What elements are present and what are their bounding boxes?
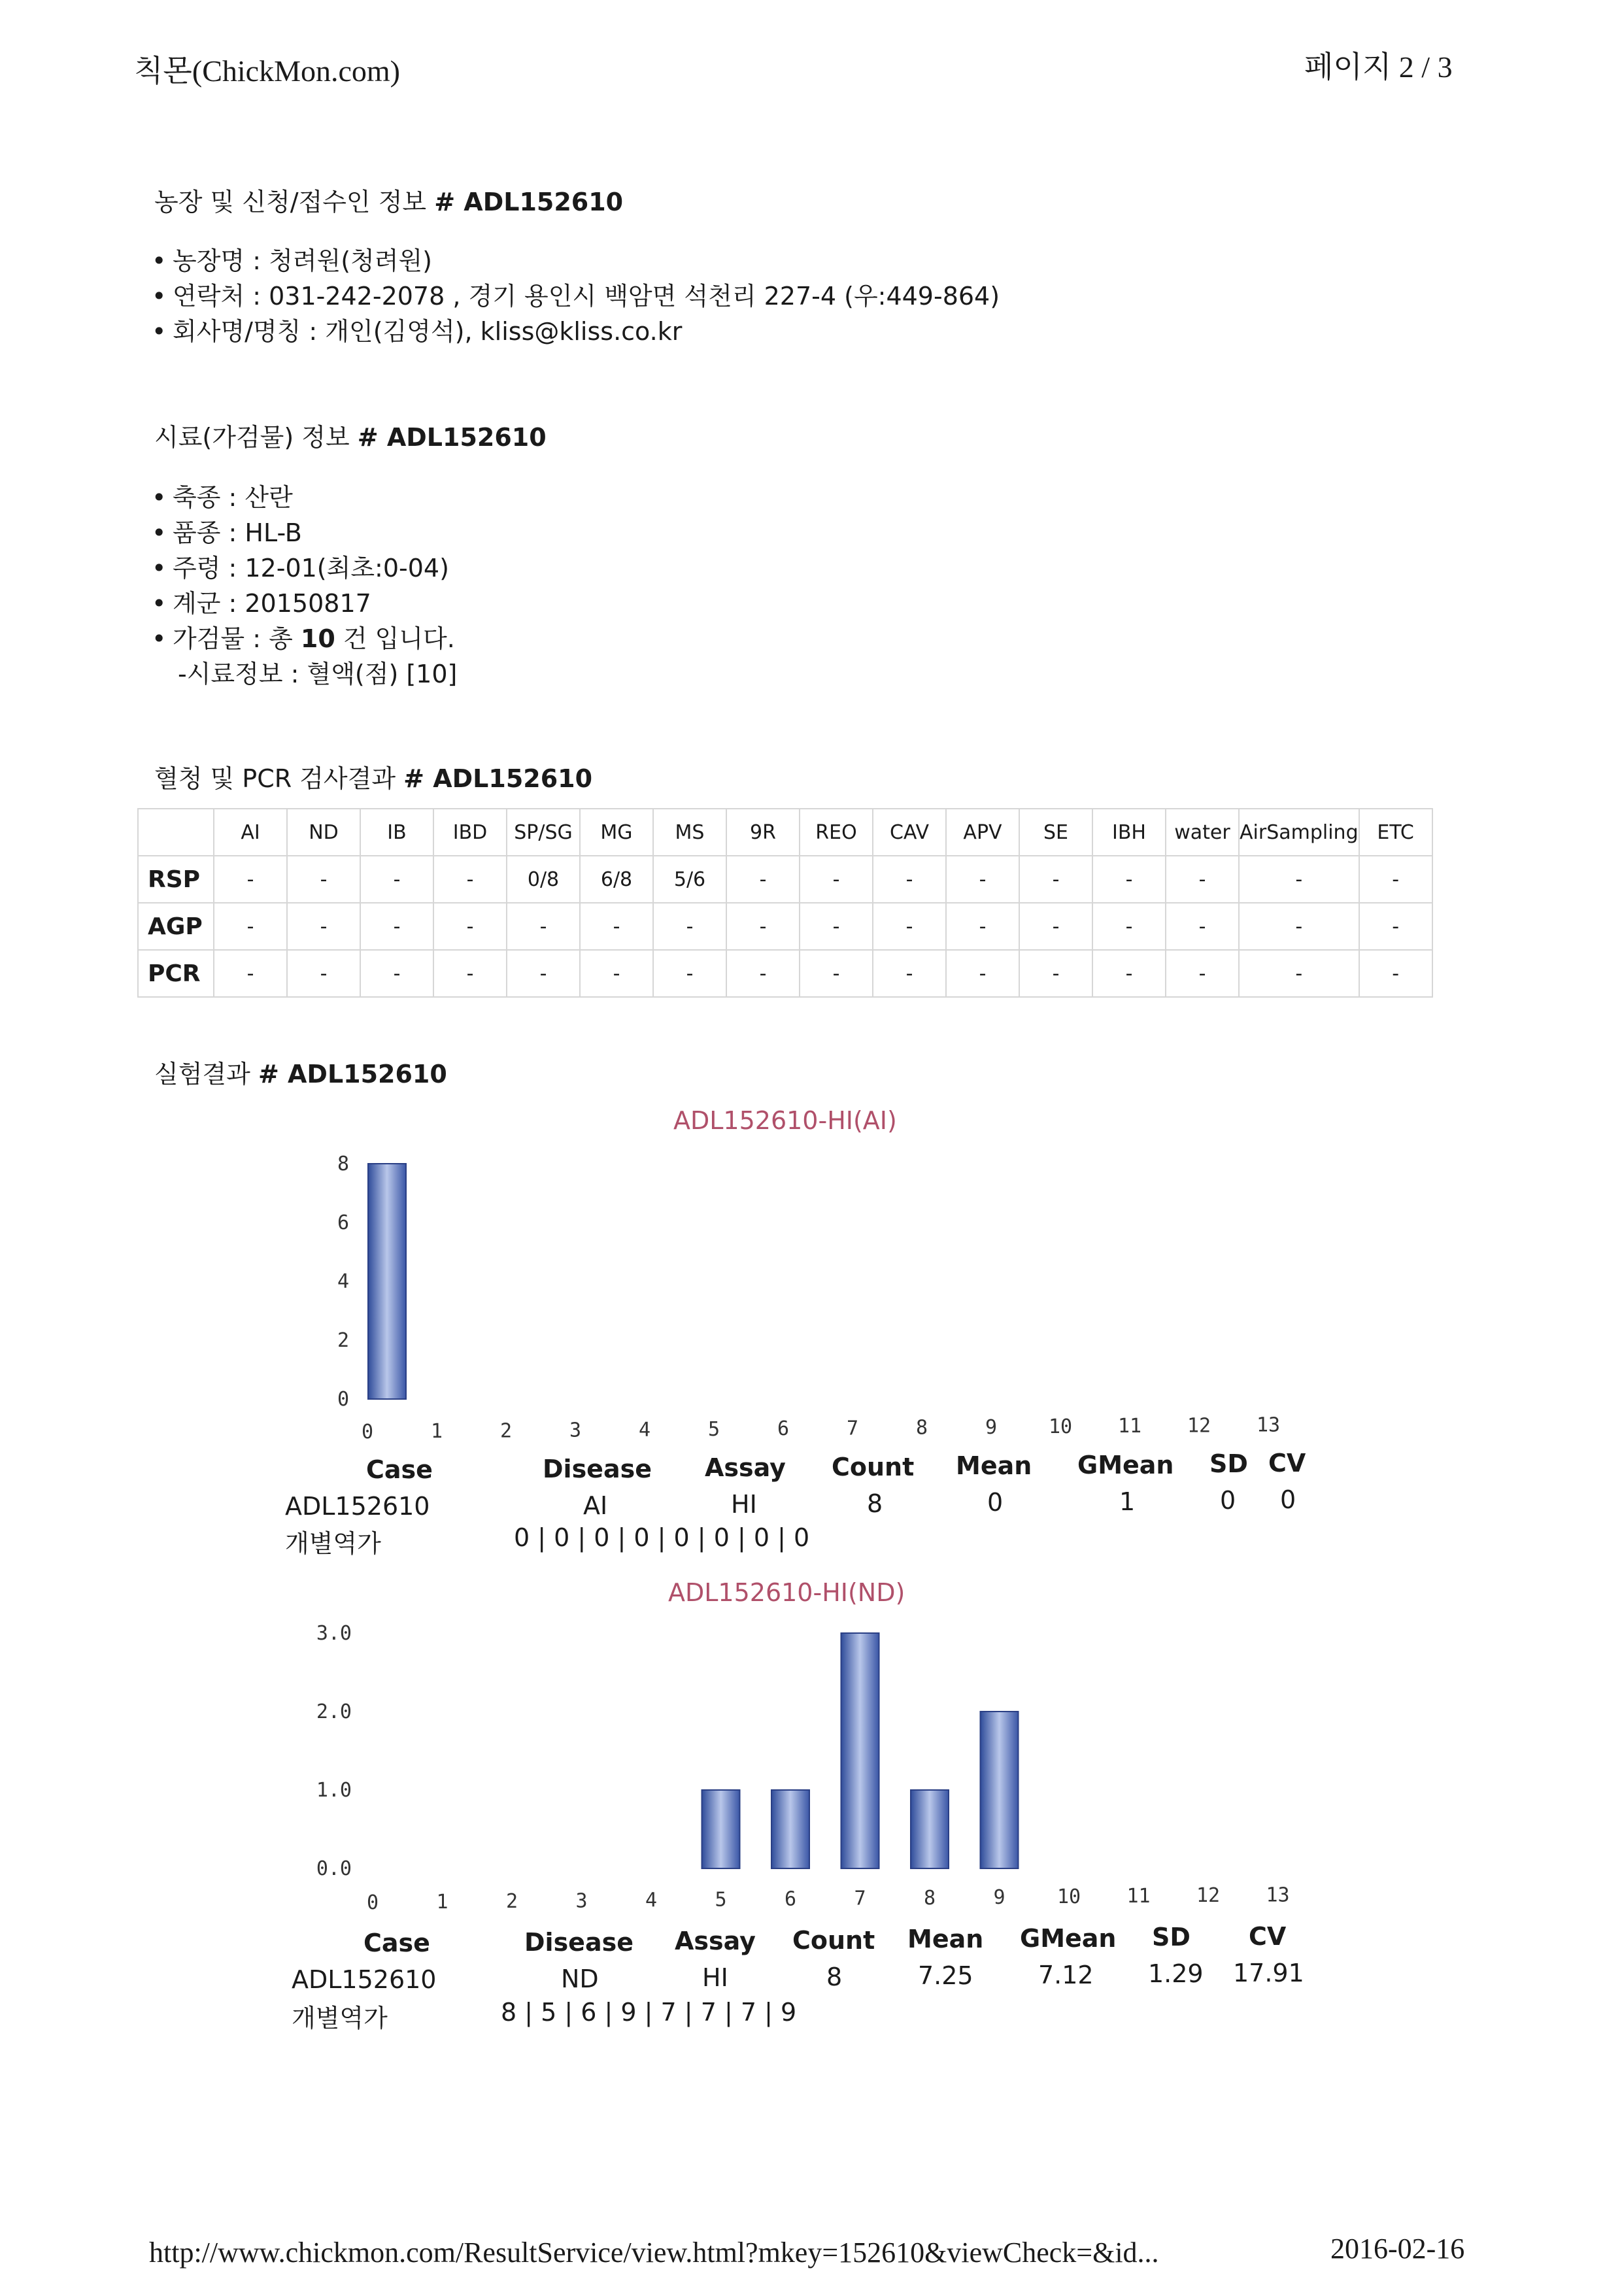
table-cell: - xyxy=(653,903,726,950)
column-header: water xyxy=(1166,809,1239,856)
individual-titer-values: 0 | 0 | 0 | 0 | 0 | 0 | 0 | 0 xyxy=(514,1523,810,1552)
table-cell: - xyxy=(433,856,507,903)
x-tick-label: 5 xyxy=(715,1888,727,1912)
stat-header: Disease xyxy=(524,1927,634,1957)
stat-value: AI xyxy=(583,1491,608,1520)
table-row-pcr xyxy=(138,950,1432,997)
y-tick-label: 4 xyxy=(337,1270,349,1293)
results-section-title xyxy=(154,1054,447,1090)
stat-header: Mean xyxy=(956,1451,1032,1480)
x-tick-label: 10 xyxy=(1056,1885,1081,1908)
species-item: • 축종 : 산란 xyxy=(152,480,457,515)
table-cell: - xyxy=(1239,903,1359,950)
x-tick-label: 12 xyxy=(1196,1884,1221,1908)
x-tick-label: 4 xyxy=(645,1889,658,1912)
table-cell: - xyxy=(946,950,1019,997)
age-item: • 주령 : 12-01(최초:0-04) xyxy=(152,550,457,586)
sample-count-item xyxy=(152,621,457,656)
x-tick-label: 3 xyxy=(575,1889,588,1913)
stat-header: Case xyxy=(363,1929,430,1957)
x-tick-label: 7 xyxy=(854,1887,866,1910)
table-cell: - xyxy=(433,903,507,950)
sample-info-list xyxy=(152,480,457,692)
table-cell: - xyxy=(873,950,946,997)
y-tick-label: 0 xyxy=(337,1388,349,1411)
bar xyxy=(841,1633,879,1868)
stat-value: 0 xyxy=(987,1488,1004,1517)
table-corner xyxy=(138,809,214,856)
sample-title-text: 시료(가검물) 정보 xyxy=(154,423,350,452)
table-cell: 0/8 xyxy=(507,856,580,903)
sample-detail-item: -시료정보 : 혈액(점) [10] xyxy=(178,660,458,688)
stat-header: GMean xyxy=(1077,1450,1174,1479)
stat-header: CV xyxy=(1268,1448,1306,1477)
stat-header: CV xyxy=(1249,1921,1287,1951)
table-cell: 5/6 xyxy=(653,856,726,903)
table-cell: 6/8 xyxy=(580,856,653,903)
stat-header: Assay xyxy=(675,1927,756,1955)
x-tick-label: 12 xyxy=(1187,1414,1211,1438)
stat-value: 7.12 xyxy=(1038,1960,1094,1989)
chart-ai-plot xyxy=(288,1124,1347,1458)
x-tick-label: 8 xyxy=(915,1416,928,1440)
table-cell: - xyxy=(1092,903,1166,950)
column-header: AirSampling xyxy=(1239,809,1359,856)
table-cell: - xyxy=(1166,856,1239,903)
sample-section-title xyxy=(154,417,547,453)
stat-header: Count xyxy=(832,1452,915,1481)
table-cell: - xyxy=(1359,903,1432,950)
table-cell: - xyxy=(214,950,287,997)
stat-value: 7.25 xyxy=(918,1961,973,1990)
table-cell: - xyxy=(1166,950,1239,997)
stat-value: 1.29 xyxy=(1148,1959,1204,1988)
table-cell: - xyxy=(726,950,800,997)
x-tick-label: 13 xyxy=(1256,1413,1281,1437)
x-tick-label: 3 xyxy=(569,1419,582,1442)
site-title: 칙몬(ChickMon.com) xyxy=(134,54,400,88)
row-label: PCR xyxy=(138,950,214,997)
column-header: SE xyxy=(1019,809,1092,856)
stat-header: Count xyxy=(792,1925,875,1955)
column-header: IBH xyxy=(1092,809,1166,856)
column-header: CAV xyxy=(873,809,946,856)
table-cell: - xyxy=(1019,950,1092,997)
table-cell: - xyxy=(287,950,360,997)
serology-section-title xyxy=(154,758,592,794)
column-header: AI xyxy=(214,809,287,856)
stat-value: 8 xyxy=(867,1489,883,1518)
y-tick-label: 3.0 xyxy=(316,1622,352,1645)
x-tick-label: 10 xyxy=(1048,1415,1073,1438)
table-cell: - xyxy=(1019,856,1092,903)
farm-name-item: • 농장명 : 청려원(청려원) xyxy=(152,243,1000,279)
table-cell: - xyxy=(214,856,287,903)
serology-result-table xyxy=(137,808,1433,998)
individual-titer-label: 개별역가 xyxy=(285,1529,381,1558)
x-tick-label: 9 xyxy=(993,1885,1005,1909)
stat-value: 8 xyxy=(826,1962,843,1991)
column-header: MG xyxy=(580,809,653,856)
table-body xyxy=(138,856,1432,997)
stat-header: Case xyxy=(366,1455,433,1484)
farm-company-item: • 회사명/명칭 : 개인(김영석), kliss@kliss.co.kr xyxy=(152,314,1000,349)
chart-nd-title: ADL152610-HI(ND) xyxy=(668,1578,905,1607)
chart-ai-title: ADL152610-HI(AI) xyxy=(673,1106,897,1135)
table-cell: - xyxy=(800,903,873,950)
table-cell: - xyxy=(800,856,873,903)
table-cell: - xyxy=(433,950,507,997)
stat-value: 0 xyxy=(1220,1486,1236,1515)
x-tick-label: 11 xyxy=(1117,1415,1142,1438)
table-cell: - xyxy=(580,950,653,997)
table-cell: - xyxy=(287,856,360,903)
table-row-agp xyxy=(138,903,1432,950)
table-cell: - xyxy=(1359,950,1432,997)
farm-info-list xyxy=(152,243,1000,349)
breed-item: • 품종 : HL-B xyxy=(152,515,457,550)
table-cell: - xyxy=(1239,950,1359,997)
x-tick-label: 6 xyxy=(777,1417,790,1441)
column-header: IBD xyxy=(433,809,507,856)
column-header: REO xyxy=(800,809,873,856)
table-cell: - xyxy=(1359,856,1432,903)
table-cell: - xyxy=(873,856,946,903)
x-tick-label: 2 xyxy=(505,1890,518,1914)
stat-value: ADL152610 xyxy=(285,1492,430,1521)
y-tick-label: 2.0 xyxy=(316,1700,352,1723)
table-cell: - xyxy=(726,903,800,950)
stat-header: Assay xyxy=(705,1453,786,1482)
farm-contact-item: • 연락처 : 031-242-2078 , 경기 용인시 백암면 석천리 227-4 (우:449-864) xyxy=(152,279,1000,314)
individual-titer-values: 8 | 5 | 6 | 9 | 7 | 7 | 7 | 9 xyxy=(501,1998,797,2027)
table-cell: - xyxy=(1092,856,1166,903)
x-tick-label: 4 xyxy=(638,1418,651,1442)
x-tick-label: 11 xyxy=(1126,1885,1151,1908)
farm-section-title xyxy=(154,182,623,218)
chart-nd-plot xyxy=(288,1595,1347,1922)
column-header: SP/SG xyxy=(507,809,580,856)
table-cell: - xyxy=(1166,903,1239,950)
x-tick-label: 13 xyxy=(1266,1883,1290,1907)
table-cell: - xyxy=(726,856,800,903)
table-cell: - xyxy=(946,856,1019,903)
table-cell: - xyxy=(1019,903,1092,950)
x-tick-label: 2 xyxy=(499,1419,513,1443)
bar xyxy=(911,1790,949,1868)
individual-titer-label: 개별역가 xyxy=(292,2004,388,2033)
stat-value: 17.91 xyxy=(1233,1958,1304,1987)
sample-count-prefix: 가검물 : 총 xyxy=(173,624,301,653)
table-cell: - xyxy=(800,950,873,997)
column-header: 9R xyxy=(726,809,800,856)
stat-value: 1 xyxy=(1119,1487,1136,1516)
bar xyxy=(981,1712,1019,1868)
stat-value: ADL152610 xyxy=(292,1965,437,1994)
column-header: MS xyxy=(653,809,726,856)
y-tick-label: 8 xyxy=(337,1153,349,1175)
table-cell: - xyxy=(287,903,360,950)
column-header: ND xyxy=(287,809,360,856)
stat-header: Mean xyxy=(907,1925,984,1953)
table-cell: - xyxy=(360,856,433,903)
footer-date: 2016-02-16 xyxy=(1330,2233,1465,2265)
bar xyxy=(368,1164,406,1399)
table-cell: - xyxy=(653,950,726,997)
column-header: ETC xyxy=(1359,809,1432,856)
x-tick-label: 6 xyxy=(784,1887,797,1911)
x-tick-label: 8 xyxy=(923,1886,936,1910)
table-cell: - xyxy=(1092,950,1166,997)
x-tick-label: 7 xyxy=(846,1417,859,1440)
table-cell: - xyxy=(360,950,433,997)
x-tick-label: 5 xyxy=(707,1418,720,1441)
serology-title-text: 혈청 및 PCR 검사결과 xyxy=(154,764,396,793)
farm-title-id: # ADL152610 xyxy=(434,188,624,216)
results-title-text: 실험결과 xyxy=(154,1060,250,1089)
table-cell: - xyxy=(873,903,946,950)
table-cell: - xyxy=(360,903,433,950)
column-header: APV xyxy=(946,809,1019,856)
stat-value: HI xyxy=(731,1490,757,1519)
stat-value: 0 xyxy=(1280,1485,1296,1514)
table-cell: - xyxy=(507,903,580,950)
sample-count-value: 10 xyxy=(300,624,335,653)
sample-count-suffix: 건 입니다. xyxy=(335,624,455,653)
row-label: RSP xyxy=(138,856,214,903)
y-tick-label: 1.0 xyxy=(316,1779,352,1802)
stat-header: Disease xyxy=(543,1454,652,1483)
table-cell: - xyxy=(946,903,1019,950)
sample-title-id: # ADL152610 xyxy=(357,423,547,452)
stat-value: ND xyxy=(561,1964,599,1993)
row-label: AGP xyxy=(138,903,214,950)
footer-url: http://www.chickmon.com/ResultService/view.html?mkey=152610&viewCheck=&id... xyxy=(149,2237,1159,2269)
bar xyxy=(702,1790,740,1868)
farm-title-text: 농장 및 신청/접수인 정보 xyxy=(154,188,427,216)
stat-header: SD xyxy=(1152,1923,1191,1951)
column-header: IB xyxy=(360,809,433,856)
y-tick-label: 0.0 xyxy=(316,1857,352,1880)
stat-header: GMean xyxy=(1020,1923,1117,1953)
x-tick-label: 1 xyxy=(436,1891,448,1914)
serology-title-id: # ADL152610 xyxy=(403,764,593,793)
bar xyxy=(771,1790,809,1868)
x-tick-label: 0 xyxy=(361,1421,374,1443)
table-cell: - xyxy=(507,950,580,997)
table-header-row xyxy=(138,809,1432,856)
y-tick-label: 2 xyxy=(337,1329,349,1352)
flock-item: • 계군 : 20150817 xyxy=(152,586,457,621)
table-row-rsp xyxy=(138,856,1432,903)
stat-value: HI xyxy=(702,1963,728,1992)
x-tick-label: 9 xyxy=(985,1415,998,1439)
stat-header: SD xyxy=(1209,1449,1248,1478)
page-indicator: 페이지 2 / 3 xyxy=(1304,50,1453,84)
y-tick-label: 6 xyxy=(337,1211,349,1234)
table-cell: - xyxy=(580,903,653,950)
results-title-id: # ADL152610 xyxy=(258,1060,447,1089)
table-cell: - xyxy=(1239,856,1359,903)
x-tick-label: 1 xyxy=(430,1420,443,1443)
x-tick-label: 0 xyxy=(366,1891,379,1914)
table-cell: - xyxy=(214,903,287,950)
